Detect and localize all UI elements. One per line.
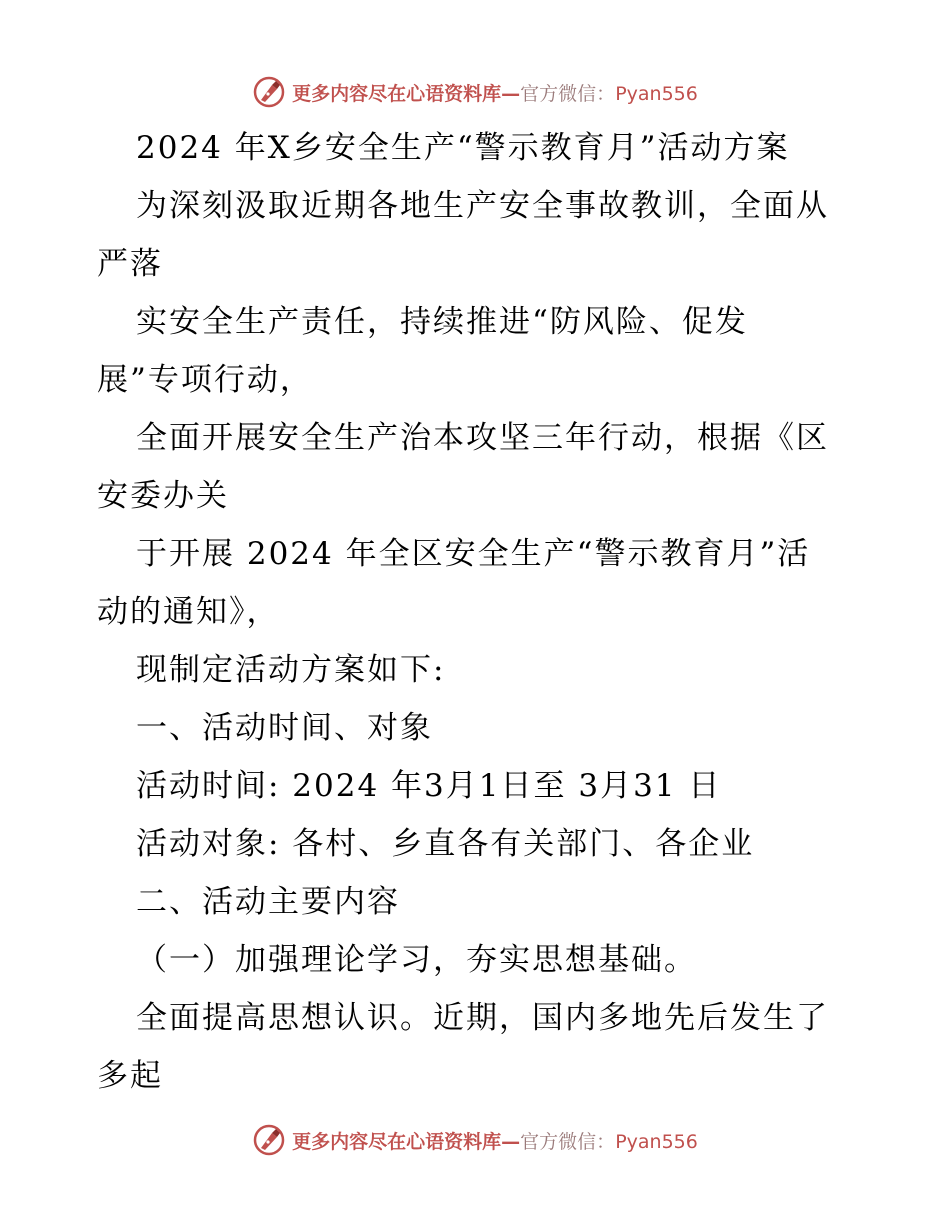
paragraph-line: 安委办关 (97, 478, 229, 514)
watermark-text: 更多内容尽在心语资料库—官方微信：Pyan556 (292, 82, 698, 105)
section-heading: 一、活动时间、对象 (136, 710, 433, 746)
paragraph-line: 严落 (97, 246, 163, 282)
paragraph-line: 为深刻汲取近期各地生产安全事故教训，全面从 (136, 188, 829, 224)
paragraph-line: 动的通知》， (97, 594, 280, 630)
header-watermark (0, 72, 950, 112)
paragraph-line: 展”专项行动， (97, 362, 313, 398)
paragraph-line: 实安全生产责任，持续推进“防风险、促发 (136, 304, 748, 340)
paragraph-line: 活动对象: 各村、乡直各有关部门、各企业 (136, 826, 755, 862)
subsection-heading: （一）加强理论学习，夯实思想基础。 (136, 942, 697, 978)
paragraph-line: 全面开展安全生产治本攻坚三年行动，根据《区 (136, 420, 829, 456)
paragraph-line: 活动时间: 2024 年3月1日至 3月31 日 (136, 768, 722, 804)
paragraph-line: 于开展 2024 年全区安全生产“警示教育月”活 (136, 536, 811, 572)
footer-watermark (0, 1120, 950, 1160)
paragraph-line: 多起 (97, 1058, 163, 1094)
watermark-text: 更多内容尽在心语资料库—官方微信：Pyan556 (292, 1130, 698, 1153)
paragraph-line: 现制定活动方案如下: (136, 652, 446, 688)
pen-nib-logo-icon (252, 1123, 286, 1157)
document-title: 2024 年X乡安全生产“警示教育月”活动方案 (136, 130, 790, 166)
paragraph-line: 全面提高思想认识。近期，国内多地先后发生了 (136, 1000, 829, 1036)
section-heading: 二、活动主要内容 (136, 884, 400, 920)
pen-nib-logo-icon (252, 75, 286, 109)
